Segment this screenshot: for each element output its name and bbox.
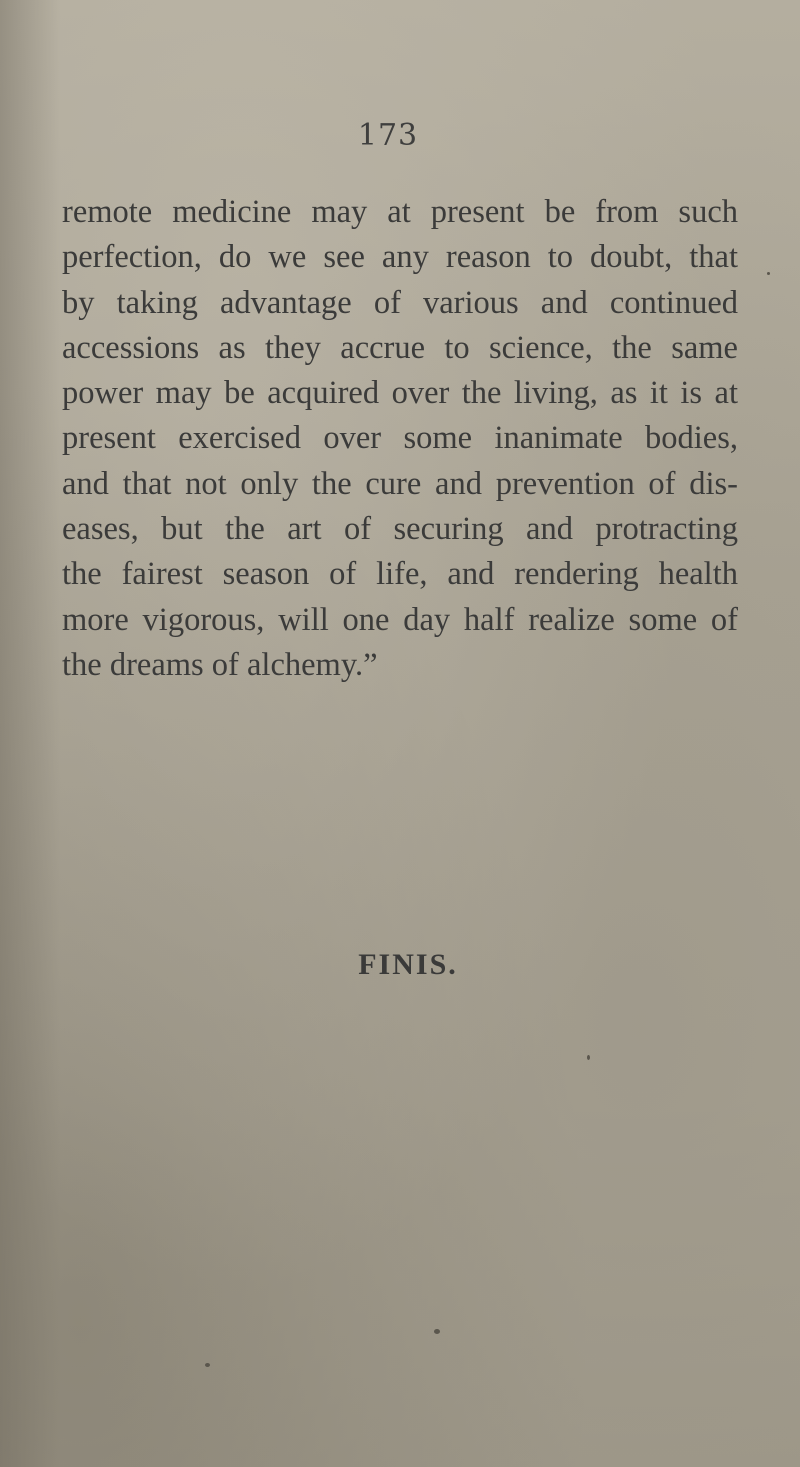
paper-speck [767,272,770,275]
page-edge-shadow [0,0,60,1467]
body-paragraph [62,190,738,688]
text-line: remote medicine may at present be from such [62,194,738,230]
text-line: and that not only the cure and prevention of dis- [62,465,738,502]
text-line: perfection, do we see any reason to doubt, that [62,239,738,276]
paper-speck [587,1055,590,1060]
text-line: present exercised over some inanimate bodies, [62,420,738,457]
text-line-last: the dreams of alchemy.” [62,646,378,683]
paper-speck [434,1329,440,1334]
paper-speck [205,1363,210,1367]
text-line: eases, but the art of securing and protracting [62,511,738,548]
text-line: accessions as they accrue to science, the same [62,329,738,366]
page-number: 173 [357,118,419,153]
text-line: by taking advantage of various and continued [62,284,738,321]
text-line: the fairest season of life, and rendering health [62,556,738,593]
text-line: more vigorous, will one day half realize some of [62,601,738,638]
text-line: power may be acquired over the living, as it is at [62,375,738,412]
finis-heading: FINIS. [358,948,458,981]
